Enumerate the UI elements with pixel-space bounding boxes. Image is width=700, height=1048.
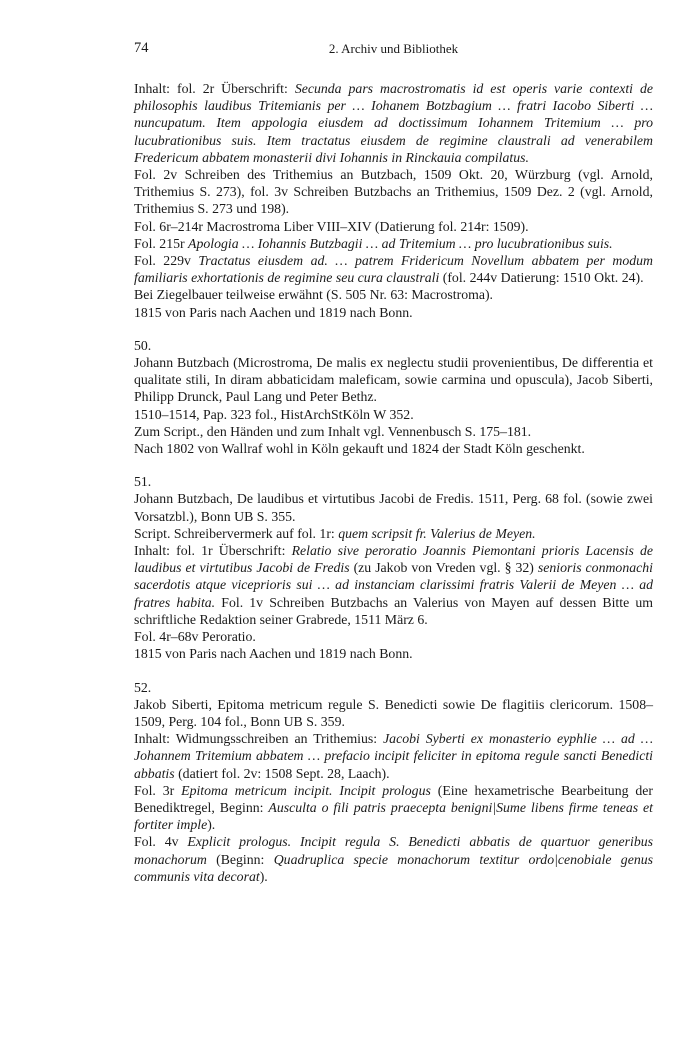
entry-paragraph [134, 286, 653, 303]
entry-paragraph [134, 423, 653, 440]
entry-paragraph [134, 354, 653, 406]
latin-quotation: senioris conmonachi sacerdotis atque viceprioris sui … ad instanciam clarissimi fratris Valerii de Meyen … ad fratres habita. [134, 560, 653, 610]
text-run: ). [259, 868, 268, 884]
text-run: 1510–1514, Pap. 323 fol., HistArchStKöln W 352. [134, 406, 414, 422]
latin-quotation: Epitoma metricum incipit. Incipit prologus [181, 782, 431, 798]
entry-paragraph [134, 730, 653, 782]
entry-number: 52. [134, 679, 152, 695]
entry-paragraph [134, 80, 653, 166]
latin-quotation: Ausculta o fili patris praecepta benigni|Sume libens firme teneas et fortiter imple [134, 799, 653, 833]
entry-paragraph [134, 252, 653, 286]
text-run: 1815 von Paris nach Aachen und 1819 nach Bonn. [134, 646, 413, 662]
running-head: 2. Archiv und Bibliothek [328, 41, 459, 56]
entry-paragraph [134, 166, 653, 218]
text-run: (zu Jakob von Vreden vgl. § 32) [349, 560, 538, 576]
text-run: 1815 von Paris nach Aachen und 1819 nach Bonn. [134, 304, 413, 320]
latin-quotation: Quadruplica specie monachorum textitur ordo|cenobiale genus communis vita decorat [134, 851, 653, 884]
text-run: (Beginn: [206, 851, 274, 867]
entry-paragraph [134, 645, 653, 662]
text-run: (Eine hexametrische Bearbeitung der Benediktregel, Beginn: [134, 782, 654, 815]
text-run: Inhalt: fol. 1r Überschrift: [134, 543, 292, 559]
text-run: Fol. 4v [134, 834, 188, 850]
entry-paragraph [134, 406, 653, 423]
text-run: Fol. 229v [134, 253, 199, 269]
text-run: Fol. 215r [134, 235, 189, 251]
entry-paragraph [134, 833, 653, 885]
entry-number: 51. [134, 474, 152, 490]
entry-paragraph [134, 490, 653, 524]
entry-paragraph [134, 525, 653, 542]
entry-number: 50. [134, 337, 152, 353]
page-number: 74 [134, 40, 149, 56]
latin-quotation: Secunda pars macrostromatis id est operis varie contexti de philosophis laudibus Tritemianis per … Iohanem Botzbagium … fratri Iacobo Siberti … nuncupatum. Item appologia eiusdem ad doctissimum Iohannem Tritemium … pro lucubrationibus suis. Item tractatus eiusdem de regimine claustrali ad venerabilem Fredericum abbatem monasterii divi Iohannis in Rinckauia compilatus. [134, 81, 653, 165]
latin-quotation: Explicit prologus. Incipit regula S. Benedicti abbatis de quartuor generibus monachorum [134, 834, 653, 867]
latin-quotation: quem scripsit fr. Valerius de Meyen. [338, 525, 536, 541]
latin-quotation: Apologia … Iohannis Butzbagii … ad Tritemium … pro lucubrationibus suis. [188, 235, 613, 251]
text-run: (fol. 244v Datierung: 1510 Okt. 24). [439, 270, 644, 286]
page-header [134, 40, 653, 60]
text-run: (datiert fol. 2v: 1508 Sept. 28, Laach). [174, 765, 390, 781]
text-run: Fol. 2v Schreiben des Trithemius an Butzbach, 1509 Okt. 20, Würzburg (vgl. Arnold, Trithemius S. 273), fol. 3v Schreiben Butzbachs an Trithemius, 1509 Dez. 2 (vgl. Arnold, Trithemius S. 273 und 198). [134, 167, 653, 217]
text-run: Nach 1802 von Wallraf wohl in Köln gekauft und 1824 der Stadt Köln geschenkt. [134, 441, 585, 457]
entry-paragraph [134, 218, 653, 235]
text-run: Johann Butzbach, De laudibus et virtutibus Jacobi de Fredis. 1511, Perg. 68 fol. (sowie zwei Vorsatzbl.), Bonn UB S. 355. [134, 491, 653, 524]
text-run: Script. Schreibervermerk auf fol. 1r: [134, 525, 339, 541]
text-run: Fol. 3r [134, 782, 182, 798]
document-body [134, 80, 653, 901]
text-run: Inhalt: fol. 2r Überschrift: [134, 81, 295, 96]
entry-paragraph [134, 235, 653, 252]
entry-paragraph [134, 542, 653, 628]
entry-paragraph [134, 696, 653, 730]
catalog-entry [134, 473, 653, 662]
text-run: Zum Script., den Händen und zum Inhalt vgl. Vennenbusch S. 175–181. [134, 423, 532, 439]
entry-paragraph [134, 628, 653, 645]
text-run: Jakob Siberti, Epitoma metricum regule S. Benedicti sowie De flagitiis clericorum. 1508–1509, Perg. 104 fol., Bonn UB S. 359. [134, 696, 653, 729]
catalog-entry [134, 679, 653, 885]
text-run: Fol. 1v Schreiben Butzbachs an Valerius von Mayen auf dessen Bitte um schriftliche Redaktion seiner Grabrede, 1511 März 6. [134, 594, 653, 627]
entry-paragraph [134, 304, 653, 321]
latin-quotation: Jacobi Syberti ex monasterio eyphlie … ad … Johannem Tritemium abbatem … prefacio incipit feliciter in epitoma regule sancti Benedicti abbatis [134, 731, 653, 781]
entry-paragraph [134, 440, 653, 457]
text-run: Inhalt: Widmungsschreiben an Trithemius: [134, 731, 384, 747]
text-run: Fol. 4r–68v Peroratio. [134, 629, 256, 645]
text-run: ). [207, 817, 216, 833]
latin-quotation: Tractatus eiusdem ad. … patrem Fridericum Novellum abbatem per modum familiaris exhortationis de regimine seu cura claustrali [134, 253, 653, 286]
catalog-entry [134, 337, 653, 457]
catalog-entry [134, 80, 653, 321]
text-run: Bei Ziegelbauer teilweise erwähnt (S. 505 Nr. 63: Macrostroma). [134, 287, 493, 303]
latin-quotation: Relatio sive peroratio Joannis Piemontani prioris Lacensis de laudibus et virtutibus Jacobi de Fredis [134, 543, 653, 576]
text-run: Fol. 6r–214r Macrostroma Liber VIII–XIV (Datierung fol. 214r: 1509). [134, 218, 529, 234]
text-run: Johann Butzbach (Microstroma, De malis ex neglectu studii provenientibus, De differentia et qualitate stili, In diram abbaticidam maleficam, sowie carmina und opuscula), Jacob Siberti, Philipp Drunck, Paul Lang und Peter Bethz. [134, 355, 653, 405]
entry-paragraph [134, 782, 653, 834]
